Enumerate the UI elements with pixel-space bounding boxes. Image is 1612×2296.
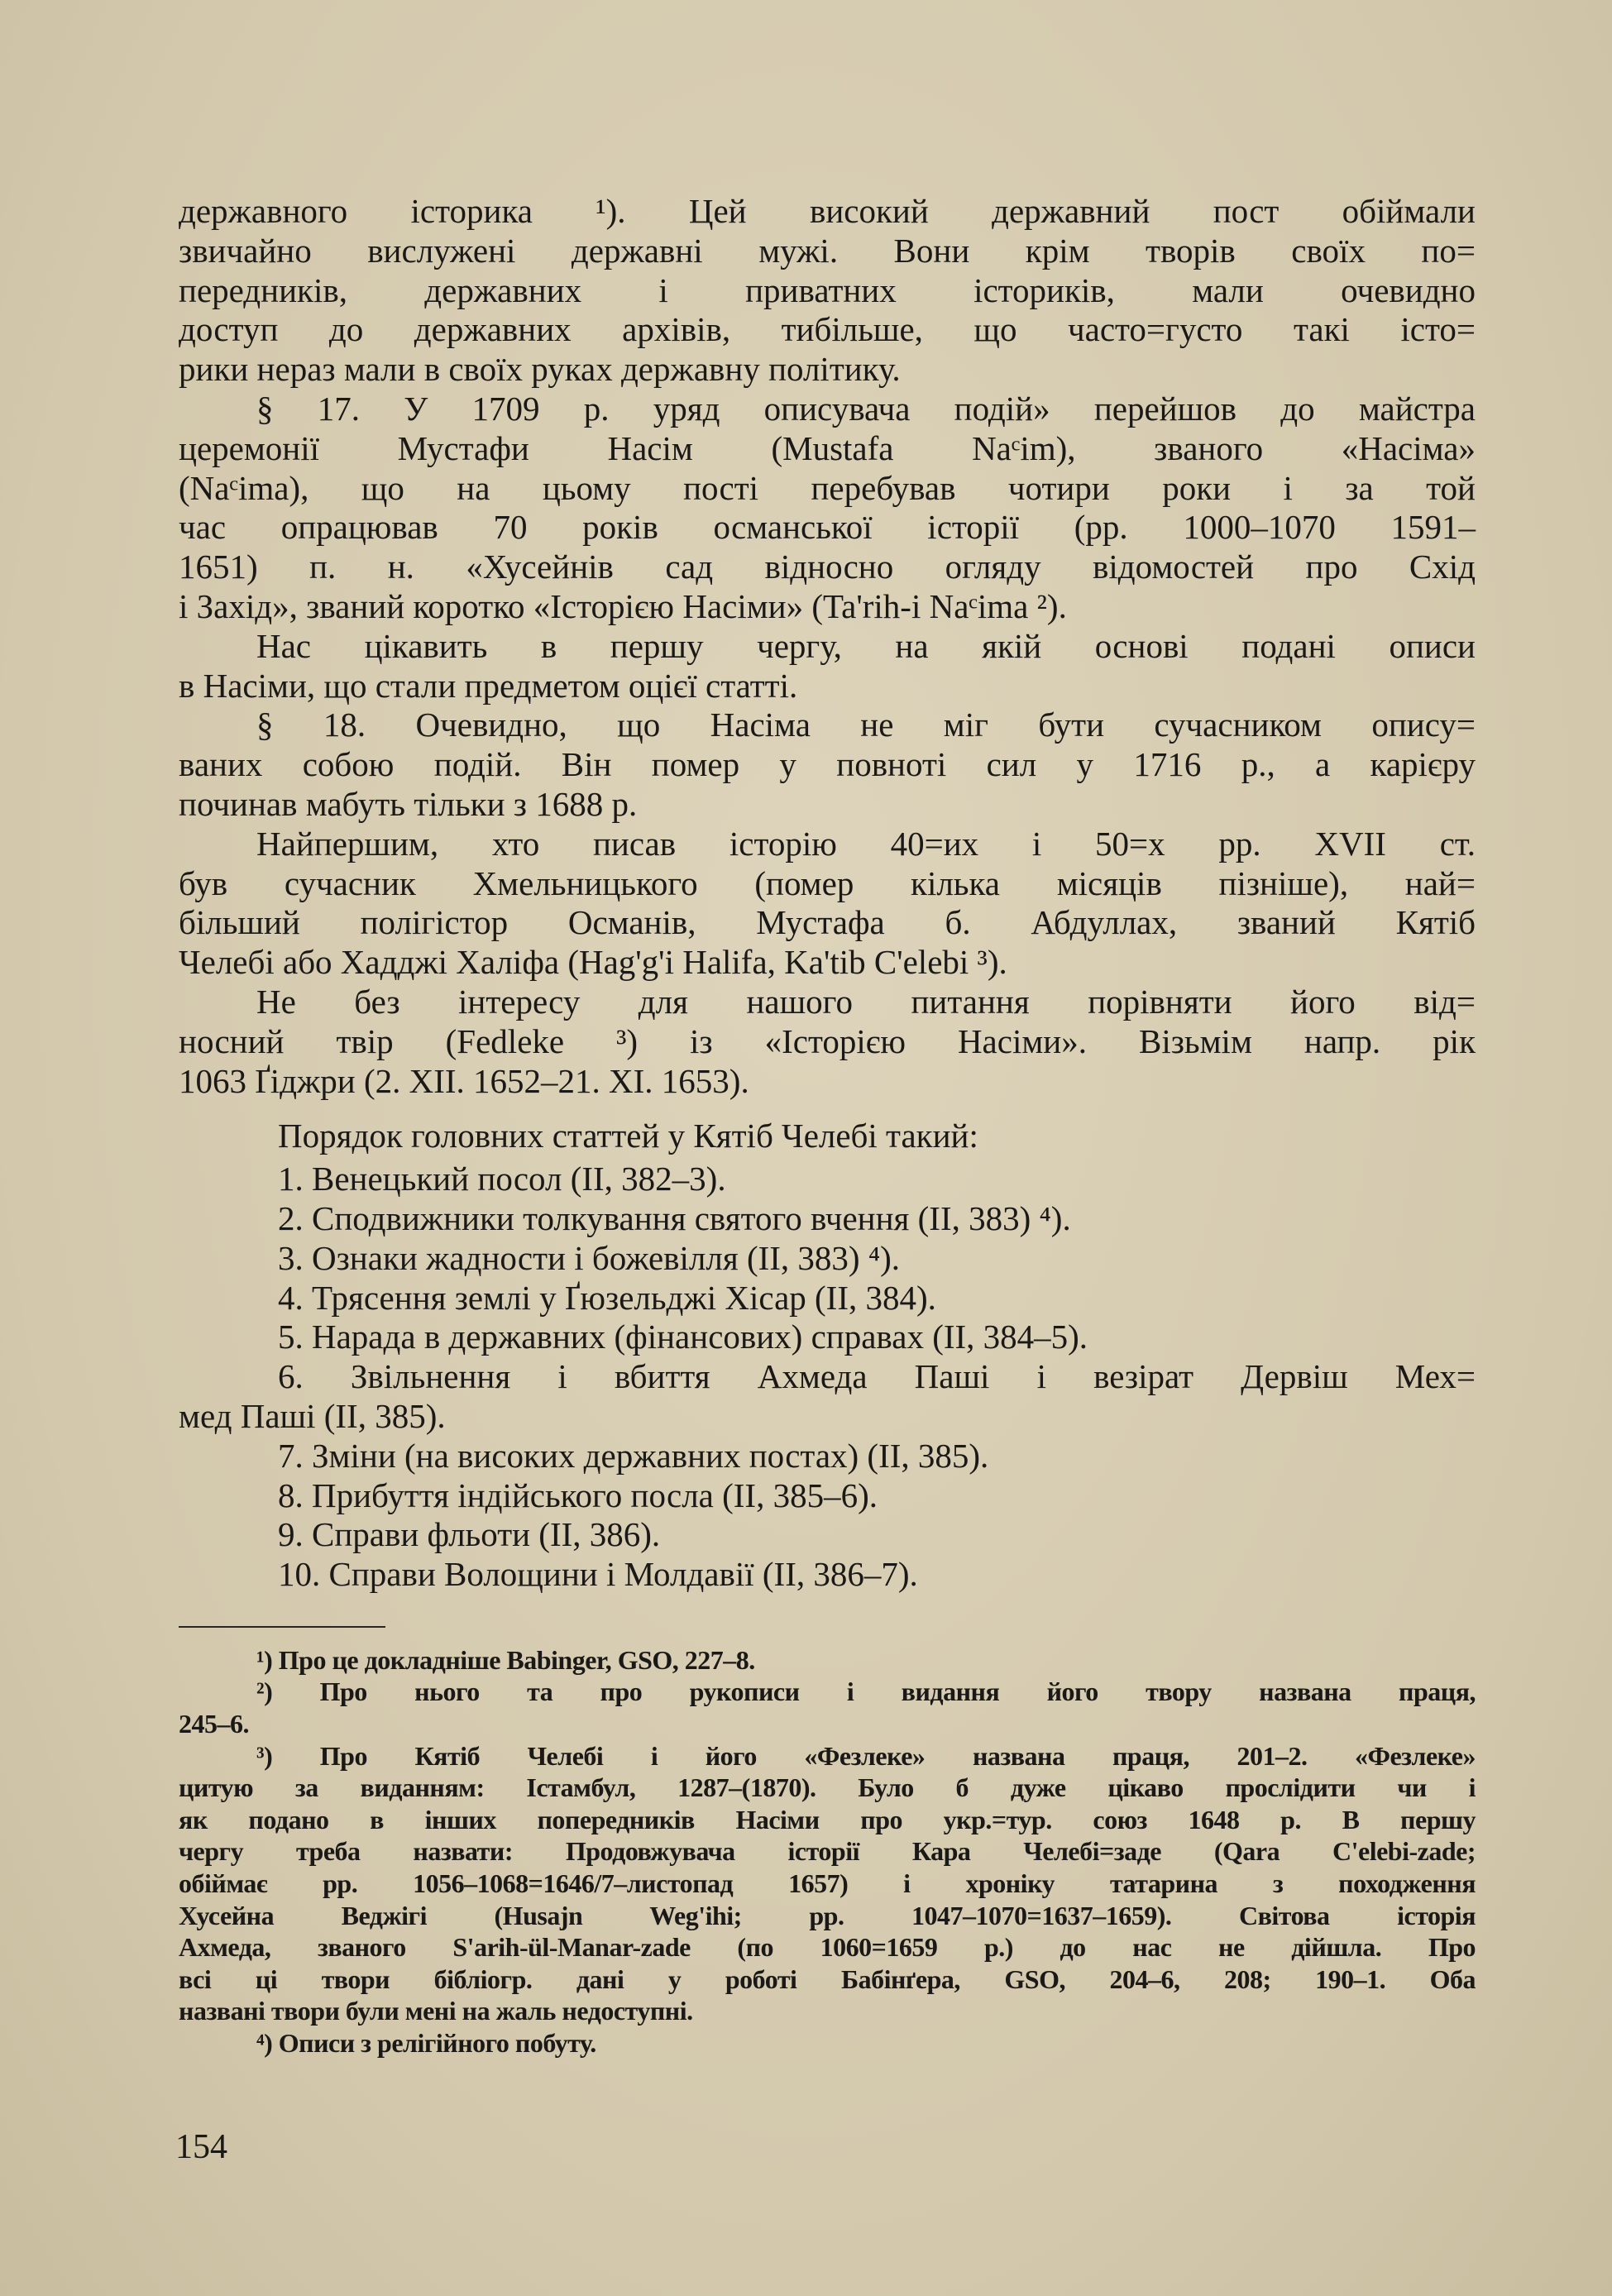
footnote [179, 2027, 1476, 2059]
text-line: Ахмеда, званого S'arih-ül-Manar-zade (по 1060=1659 р.) до нас не дійшла. Про [179, 1932, 1476, 1963]
paragraph [179, 983, 1476, 1101]
text-line: в Насіми, що стали предметом оцієї статті. [179, 666, 798, 705]
text-line: ³) Про Кятіб Челебі і його «Фезлеке» названа праця, 201–2. «Фезлеке» [256, 1740, 1476, 1771]
footnote [179, 1644, 1476, 1677]
list-item: 7. Зміни (на високих державних постах) (II, 385). [278, 1436, 989, 1475]
text-line: 1651) п. н. «Хусейнів сад відносно огляду відомостей про Схід [179, 548, 1476, 586]
footnotes [179, 1644, 1476, 2059]
list-item: 5. Нарада в державних (фінансових) справах (II, 384–5). [278, 1318, 1088, 1356]
text-line: і Захід», званий коротко «Історією Насіми» (Ta'rih-i Naᶜima ²). [179, 586, 1067, 625]
footnote-separator [179, 1626, 385, 1628]
text-line: був сучасник Хмельницького (помер кілька місяців пізніше), най= [179, 863, 1476, 902]
page-number: 154 [175, 2128, 227, 2166]
text-line: ¹) Про це докладніше Babinger, GSO, 227–8. [256, 1644, 755, 1675]
text-line: названі твори були мені на жаль недоступні. [179, 1996, 693, 2026]
text-line: звичайно вислужені державні мужі. Вони крім творів своїх по= [179, 231, 1476, 270]
text-line: Нас цікавить в першу чергу, на якій основі подані описи [256, 626, 1476, 665]
text-line: (Naᶜima), що на цьому пості перебував чотири роки і за той [179, 468, 1476, 507]
text-line: 245–6. [179, 1709, 249, 1739]
list-item: 6. Звільнення і вбиття Ахмеда Паші і везірат Дервіш Мех= [278, 1357, 1476, 1396]
footnote [179, 1740, 1476, 2027]
text-line: чергу треба назвати: Продовжувача історії Кара Челебі=заде (Qara C'elebi-zade; [179, 1836, 1476, 1867]
list-item: 3. Ознаки жадности і божевілля (II, 383) ⁴). [278, 1238, 901, 1277]
paragraph [179, 192, 1476, 390]
text-line: більший полігістор Османів, Мустафа б. Абдуллах, званий Кятіб [179, 903, 1476, 942]
list-item: 10. Справи Волощини і Молдавії (II, 386–7). [278, 1555, 918, 1594]
text-line: ваних собою подій. Він помер у повноті сил у 1716 р., а карієру [179, 745, 1476, 784]
list-item: 9. Справи фльоти (II, 386). [278, 1515, 661, 1554]
text-line: Хусейна Веджігі (Husajn Weg'ihi; рр. 1047–1070=1637–1659). Світова історія [179, 1900, 1476, 1930]
text-line: починав мабуть тільки з 1688 р. [179, 784, 638, 823]
list-item: мед Паші (II, 385). [179, 1396, 446, 1435]
text-line: Найпершим, хто писав історію 40=их і 50=х рр. XVII ст. [256, 824, 1476, 863]
paragraph [179, 706, 1476, 824]
text-line: всі ці твори бібліогр. дані у роботі Бабінґера, GSO, 204–6, 208; 190–1. Оба [179, 1964, 1476, 1994]
text-line: обіймає рр. 1056–1068=1646/7–листопад 1657) і хроніку татарина з походження [179, 1868, 1476, 1899]
text-line: Челебі або Хадджі Халіфа (Hag'g'i Halifa, Ka'tib C'elebi ³). [179, 943, 1007, 982]
list-item: 8. Прибуття індійського посла (II, 385–6). [278, 1476, 878, 1514]
text-line: носний твір (Fedleke ³) із «Історією Насіми». Візьмім напр. рік [179, 1021, 1476, 1060]
text-line: § 18. Очевидно, що Насіма не міг бути сучасником опису= [256, 706, 1476, 744]
text-line: як подано в інших попередників Насіми про укр.=тур. союз 1648 р. В першу [179, 1804, 1476, 1834]
text-line: передників, державних і приватних істориків, мали очевидно [179, 270, 1476, 309]
text-line: час опрацював 70 років османської історії (рр. 1000–1070 1591– [179, 508, 1476, 547]
text-line: ⁴) Описи з релігійного побуту. [256, 2028, 596, 2059]
text-line: рики нераз мали в своїх руках державну політику. [179, 350, 901, 389]
document-page [179, 192, 1476, 2059]
paragraph [179, 390, 1476, 627]
list-intro: Порядок головних статтей у Кятіб Челебі такий: [278, 1117, 978, 1155]
list-item: 4. Трясення землі у Ґюзельджі Хісар (II, 384). [278, 1278, 936, 1317]
text-line: Не без інтересу для нашого питання порівняти його від= [256, 982, 1476, 1021]
main-text [179, 192, 1476, 1101]
paragraph [179, 627, 1476, 706]
text-line: цитую за виданням: Істамбул, 1287–(1870). Було б дуже цікаво прослідити чи і [179, 1772, 1476, 1803]
article-list [179, 1160, 1476, 1595]
text-line: § 17. У 1709 р. уряд описувача подій» перейшов до майстра [256, 389, 1476, 428]
text-line: ²) Про нього та про рукописи і видання його твору названа праця, [256, 1677, 1476, 1707]
text-line: державного історика ¹). Цей високий державний пост обіймали [179, 192, 1476, 230]
footnote [179, 1676, 1476, 1739]
list-item: 2. Сподвижники толкування святого вчення (II, 383) ⁴). [278, 1198, 1071, 1237]
text-line: 1063 Ґіджри (2. XII. 1652–21. XI. 1653). [179, 1061, 749, 1100]
text-line: доступ до державних архівів, тибільше, що часто=густо такі істо= [179, 310, 1476, 349]
list-item: 1. Венецький посол (II, 382–3). [278, 1160, 726, 1198]
paragraph [179, 825, 1476, 983]
text-line: церемонії Мустафи Насім (Mustafa Naᶜim), званого «Насіма» [179, 428, 1476, 467]
